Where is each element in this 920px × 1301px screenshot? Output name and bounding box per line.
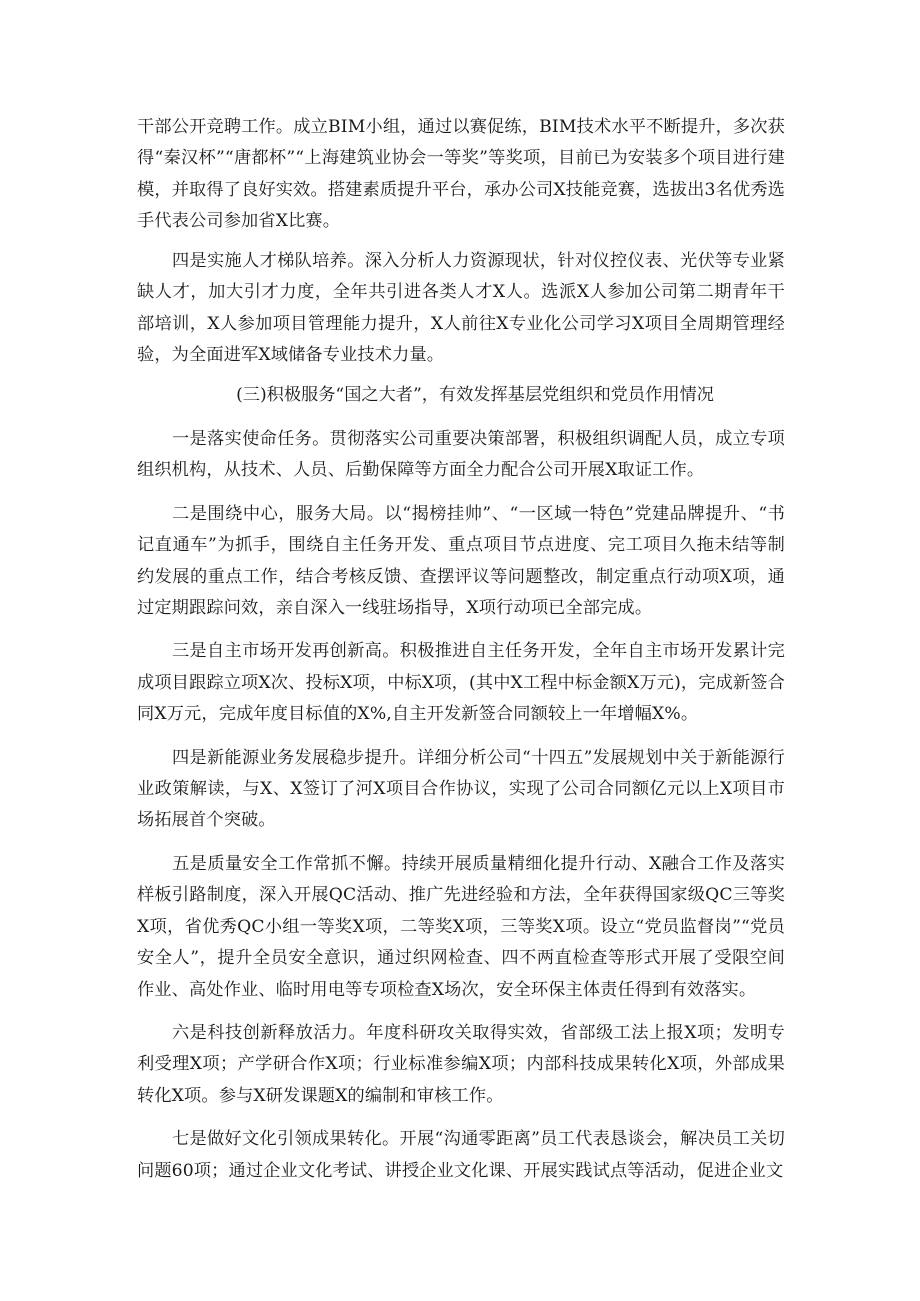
paragraph-0: 干部公开竞聘工作。成立BIM小组，通过以赛促练，BIM技术水平不断提升，多次获得“秦汉杯”“唐都杯”“上海建筑业协会一等奖”等奖项，目前已为安装多个项目进行建模，并取得了良好实效。搭建素质提升平台，承办公司X技能竞赛，选拔出3名优秀选手代表公司参加省X比赛。 xyxy=(137,117,785,232)
paragraph-culture: 七是做好文化引领成果转化。开展“沟通零距离”员工代表恳谈会，解决员工关切问题60项；通过企业文化考试、讲授企业文化课、开展实践试点等活动，促进企业文 xyxy=(137,1129,785,1181)
paragraph-quality-safety: 五是质量安全工作常抓不懈。持续开展质量精细化提升行动、X融合工作及落实样板引路制度，深入开展QC活动、推广先进经验和方法，全年获得国家级QC三等奖X项，省优秀QC小组一等奖X项，二等奖X项，三等奖X项。设立“党员监督岗”“党员安全人”，提升全员安全意识，通过织网检查、四不两直检查等形式开展了受限空间作业、高处作业、临时用电等专项检查X场次，安全环保主体责任得到有效落实。 xyxy=(137,853,785,1000)
paragraph-talent: 四是实施人才梯队培养。深入分析人力资源现状，针对仪控仪表、光伏等专业紧缺人才，加大引才力度，全年共引进各类人才X人。选派X人参加公司第二期青年干部培训，X人参加项目管理能力提升，X人前往X专业化公司学习X项目全周期管理经验，为全面进军X域储备专业技术力量。 xyxy=(137,251,785,366)
section-heading: (三)积极服务“国之大者”，有效发挥基层党组织和党员作用情况 xyxy=(236,385,714,405)
paragraph-center: 二是围绕中心，服务大局。以“揭榜挂帅”、“一区域一特色”党建品牌提升、“书记直通车”为抓手，围绕自主任务开发、重点项目节点进度、完工项目久拖未结等制约发展的重点工作，结合考核反馈、查摆评议等问题整改，制定重点行动项X项，通过定期跟踪问效，亲自深入一线驻场指导，X项行动项已全部完成。 xyxy=(137,503,785,619)
paragraph-tech-innovation: 六是科技创新释放活力。年度科研攻关取得实效，省部级工法上报X项；发明专利受理X项；产学研合作X项；行业标准参编X项；内部科技成果转化X项，外部成果转化X项。参与X研发课题X的编制和审核工作。 xyxy=(137,1022,785,1106)
document-body-2 xyxy=(137,246,785,372)
paragraph-new-energy: 四是新能源业务发展稳步提升。详细分析公司“十四五”发展规划中关于新能源行业政策解读，与X、X签订了河X项目合作协议，实现了公司合同额亿元以上X项目市场拓展首个突破。 xyxy=(137,747,785,831)
paragraph-market: 三是自主市场开发再创新高。积极推进自主任务开发，全年自主市场开发累计完成项目跟踪立项X次、投标X项，中标X项，(其中X工程中标金额X万元)，完成新签合同X万元，完成年度目标值的X%,自主开发新签合同额较上一年增幅X%。 xyxy=(137,641,785,725)
document-body-1 xyxy=(137,112,785,238)
document-body-3 xyxy=(137,424,785,1187)
paragraph-mission: 一是落实使命任务。贯彻落实公司重要决策部署，积极组织调配人员，成立专项组织机构，从技术、人员、后勤保障等方面全力配合公司开展X取证工作。 xyxy=(137,429,785,481)
